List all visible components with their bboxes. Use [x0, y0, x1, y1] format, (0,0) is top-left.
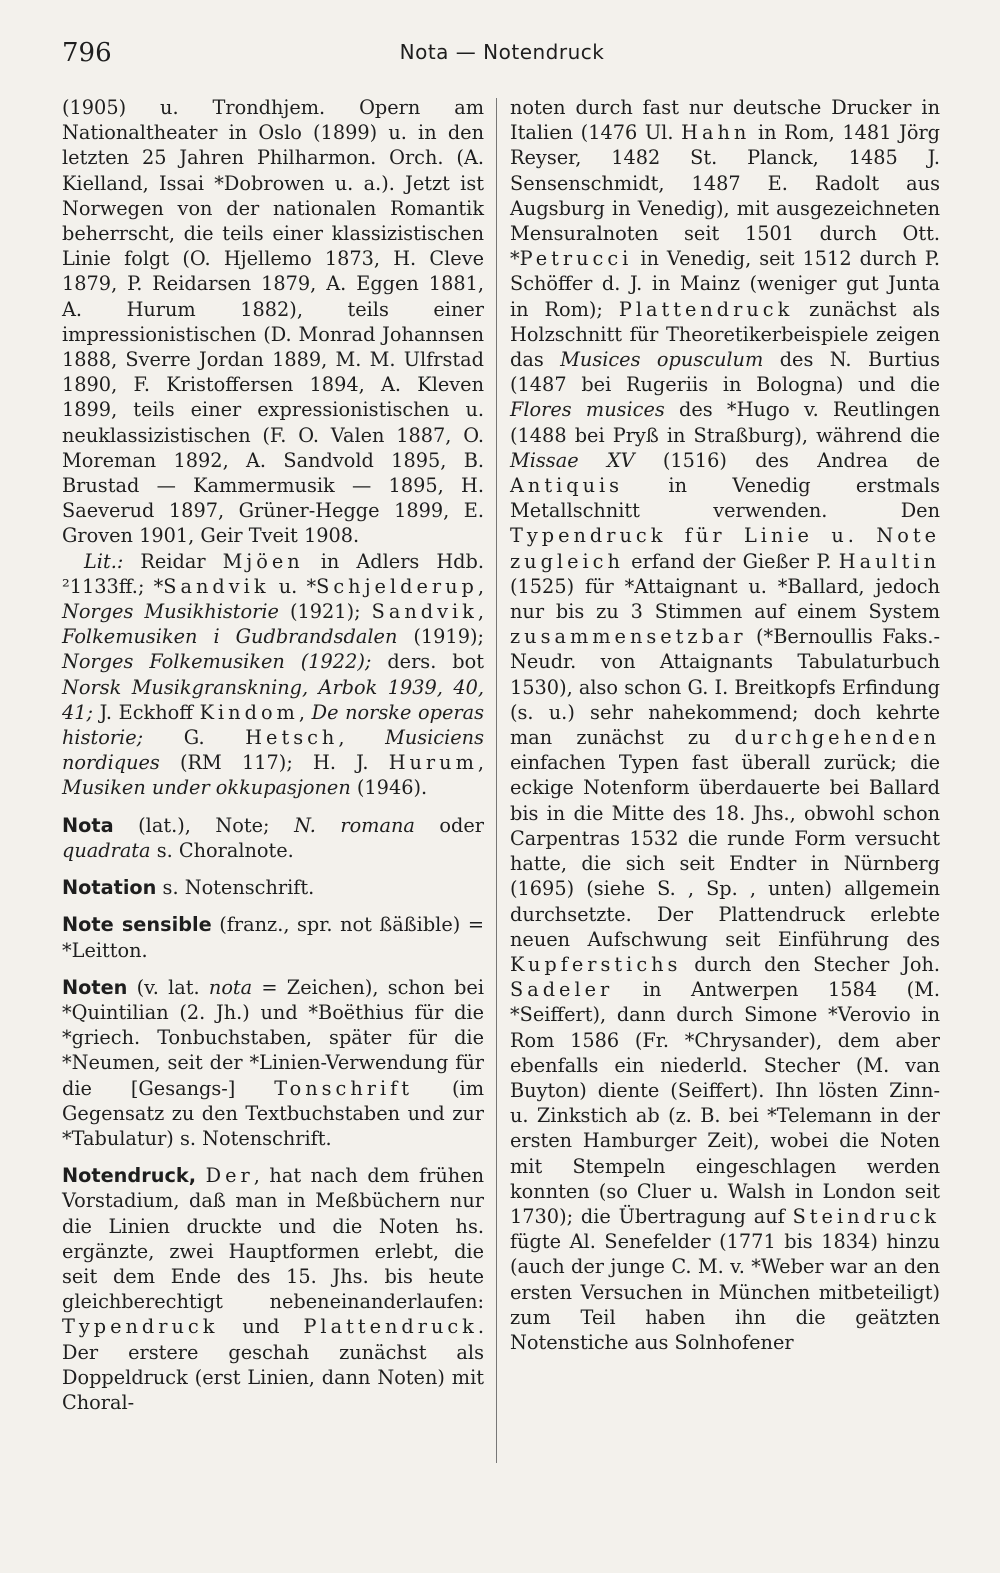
entry-text: erfand der Gießer P.	[623, 549, 839, 573]
lit-text: Reidar	[123, 549, 223, 573]
entry-text: (1516) des Andrea de	[634, 448, 940, 472]
lit-text: ,	[477, 751, 484, 775]
lit-text: (1946).	[350, 776, 428, 800]
entry-text: des N. Burtius (1487 bei Rugeriis in Bologna) und die	[510, 348, 940, 397]
lit-text: ,	[298, 700, 312, 724]
lit-text: ,	[477, 574, 484, 598]
entry-text: durch den Stecher Joh.	[681, 952, 940, 976]
entry-italic: N. romana	[294, 813, 415, 837]
norway-paragraph: (1905) u. Trondhjem. Opern am Nationaltheater in Oslo (1899) u. in den letzten 25 Jahren Philharmon. Orch. (A. Kielland, Issai *Dobrowen u. a.). Jetzt ist Norwegen von der nationalen Romantik beherrscht, die teils einer klassizistischen Linie folgt (O. Hjellemo 1873, H. Cleve 1879, P. Reidarsen 1879, A. Eggen 1881, A. Hurum 1882), teils einer impressionistischen (D. Monrad Johannsen 1888, Sverre Jordan 1889, M. M. Ulfrstad 1890, F. Kristoffersen 1894, A. Kleven 1899, teils einer expressionistischen u. neuklassizistischen (F. O. Valen 1887, O. Moreman 1892, A. Sandvold 1895, B. Brustad — Kammermusik — 1895, H. Saeverud 1897, Grüner-Hegge 1899, E. Groven 1901, Geir Tveit 1908.	[62, 96, 484, 548]
lit-label: Lit.:	[84, 549, 124, 573]
page-header	[62, 38, 942, 78]
entry-text: (lat.), Note;	[113, 813, 295, 837]
entry-notation	[62, 875, 484, 900]
entry-text: in Rom, 1481 Jörg Reyser, 1482 St. Planck, 1485 J. Sensenschmidt, 1487 E. Radolt aus Augsburg in Venedig), mit ausgezeichneten Mensuralnoten seit 1501 durch Ott. *	[510, 121, 941, 271]
running-title: Nota — Notendruck	[399, 40, 605, 64]
entry-notendruck	[62, 1163, 484, 1415]
entry-spaced: Plattendruck	[618, 297, 794, 321]
lit-author: Hetsch	[245, 726, 339, 750]
entry-spaced: Plattendruck	[303, 1315, 478, 1339]
entry-spaced: durchgehenden	[734, 726, 940, 750]
entry-spaced: Sadeler	[510, 978, 614, 1002]
entry-note-sensible	[62, 912, 484, 962]
page-number: 796	[62, 38, 112, 68]
entry-text: (*Bernoullis Faks.-Neudr. von Attaignants Tabulaturbuch 1530), also schon G. I. Breitkopfs Erfindung (s. u.) sehr nahekommend; doch kehrte man zunächst zu	[510, 625, 940, 750]
entry-text: fügte Al. Senefelder (1771 bis 1834) hinzu (auch der junge C. M. v. *Weber war an den ersten Versuchen in München mitbeteiligt) zum Teil haben ihn die geätzten Notenstiche aus Solnhofener	[510, 1230, 940, 1354]
entry-italic: nota	[208, 975, 253, 999]
lit-title: Folkemusiken i Gudbrandsdalen	[62, 625, 398, 649]
entry-text: (v. lat.	[127, 975, 209, 999]
lit-title: Musiken under okkupasjonen	[62, 776, 351, 800]
entry-text: s. Choralnote.	[150, 838, 294, 862]
entry-text: noten durch fast nur deutsche Drucker in Italien (1476 Ul.	[510, 96, 940, 145]
lit-title: Norges Musikhistorie	[62, 600, 279, 624]
headword: Notendruck,	[62, 1164, 197, 1188]
lit-title: De norske operas historie;	[62, 700, 484, 750]
notendruck-continuation	[510, 95, 940, 1355]
lit-text: G.	[143, 726, 246, 750]
lit-title: Norsk Musikgranskning, Arbok 1939, 40, 41;	[62, 675, 484, 724]
lit-text: J. Eckhoff	[93, 700, 200, 724]
lit-author: Sandvik	[163, 574, 270, 598]
lit-text: (RM 117); H. J.	[159, 751, 389, 775]
entry-text: s. Notenschrift.	[156, 876, 315, 900]
entry-text: in Venedig, seit 1512 durch P. Schöffer d. J. in Mainz (weniger gut Junta in Rom);	[510, 247, 940, 321]
entry-text: = Zeichen), schon bei *Quintilian (2. Jh.) und *Boëthius für die *griech. Tonbuchstaben, später für die *Neumen, seit der *Linien-Verwendung für die [Gesangs-]	[62, 975, 484, 1100]
entry-spaced: Typendruck	[62, 1315, 219, 1339]
entry-noten	[62, 975, 484, 1151]
headword: Note sensible	[62, 913, 212, 937]
entry-spaced: Steindruck	[792, 1204, 940, 1228]
entry-text	[196, 1164, 206, 1187]
entry-spaced: Kupferstichs	[510, 952, 682, 976]
entry-text: in Antwerpen 1584 (M. *Seiffert), dann durch Simone *Verovio in Rom 1586 (Fr. *Chrysander), dem aber ebenfalls ein niederld. Stecher (M. van Buyton) diente (Seiffert). Ihn lösten Zinn- u. Zinkstich ab (z. B. bei *Telemann in der ersten Hamburger Zeit), wobei die Noten mit Stempeln eingeschlagen werden konnten (so Cluer u. Walsh in London seit 1730); die Übertragung auf	[510, 978, 940, 1228]
right-column	[510, 95, 940, 1355]
lit-text: ,	[338, 726, 386, 750]
lit-text: (1919);	[397, 625, 484, 649]
entry-text: , hat nach dem frühen Vorstadium, daß man in Meßbüchern nur die Linien druckte und die Noten hs. ergänzte, zwei Hauptformen erlebt, die seit dem Ende des 15. Jhs. bis heute gleichberechtigt nebeneinanderlaufen:	[62, 1164, 484, 1314]
entry-spaced: Typendruck für Linie u. Note zugleich	[510, 524, 940, 573]
entry-italic: quadrata	[62, 838, 151, 862]
lit-author: Sandvik	[371, 600, 478, 624]
entry-spaced: Antiquis	[510, 474, 624, 498]
lit-text: (1921);	[278, 600, 372, 624]
headword: Nota	[62, 813, 114, 837]
entry-nota	[62, 813, 484, 863]
entry-text: des *Hugo v. Reutlingen (1488 bei Pryß in Straßburg), während die	[510, 398, 940, 447]
entry-spaced: zusammensetzbar	[510, 625, 747, 649]
lit-author: Schjelderup	[316, 574, 478, 598]
left-column	[62, 95, 484, 1415]
entry-text: in Venedig erstmals Metallschnitt verwenden. Den	[510, 474, 940, 523]
lit-text: ders. bot	[371, 650, 484, 674]
lit-author: Hurum	[388, 751, 478, 775]
lit-text: ,	[477, 600, 484, 624]
entry-spaced: Der	[205, 1164, 254, 1188]
entry-spaced: Tonschrift	[274, 1076, 414, 1100]
entry-text: (franz., spr. not ßäßible) = *Leitton.	[62, 913, 484, 962]
column-divider	[496, 98, 497, 1463]
entry-italic: Flores musices	[510, 398, 665, 422]
headword: Noten	[62, 975, 128, 999]
entry-text: und	[218, 1315, 304, 1339]
lit-text: u. *	[269, 574, 317, 598]
literature-paragraph	[62, 549, 484, 801]
entry-italic: Missae XV	[510, 448, 635, 472]
entry-text: . Der erstere geschah zunächst als Doppeldruck (erst Linien, dann Noten) mit Choral-	[62, 1315, 484, 1414]
entry-spaced: Haultin	[838, 549, 940, 573]
lit-author: Kindom	[199, 700, 299, 724]
entry-text: (1525) für *Attaignant u. *Ballard, jedoch nur bis zu 3 Stimmen auf einem System	[510, 574, 940, 624]
entry-text: (im Gegensatz zu den Textbuchstaben und zur *Tabulatur) s. Notenschrift.	[62, 1076, 484, 1150]
headword: Notation	[62, 876, 157, 900]
entry-spaced: Hahn	[681, 121, 751, 145]
lit-title: Norges Folkemusiken (1922);	[62, 650, 372, 674]
entry-text: zunächst als Holzschnitt für Theoretikerbeispiele zeigen das	[510, 297, 940, 372]
lit-title: Musiciens nordiques	[62, 726, 484, 775]
lit-text: in Adlers Hdb. ²1133ff.; *	[62, 549, 484, 598]
entry-italic: Musices opusculum	[560, 348, 764, 372]
entry-text: einfachen Typen fast überall zurück; die eckige Notenform überdauerte bei Ballard bis in die Mitte des 18. Jhs., obwohl schon Carpentras 1532 die runde Form versucht hatte, die sich seit Endter in Nürnberg (1695) (siehe S. , Sp. , unten) allgemein durchsetzte. Der Plattendruck erlebte neuen Aufschwung seit Einführung des	[510, 751, 940, 951]
entry-spaced: Petrucci	[519, 247, 633, 271]
lit-author: Mjöen	[222, 549, 304, 573]
entry-text: oder	[414, 813, 484, 837]
